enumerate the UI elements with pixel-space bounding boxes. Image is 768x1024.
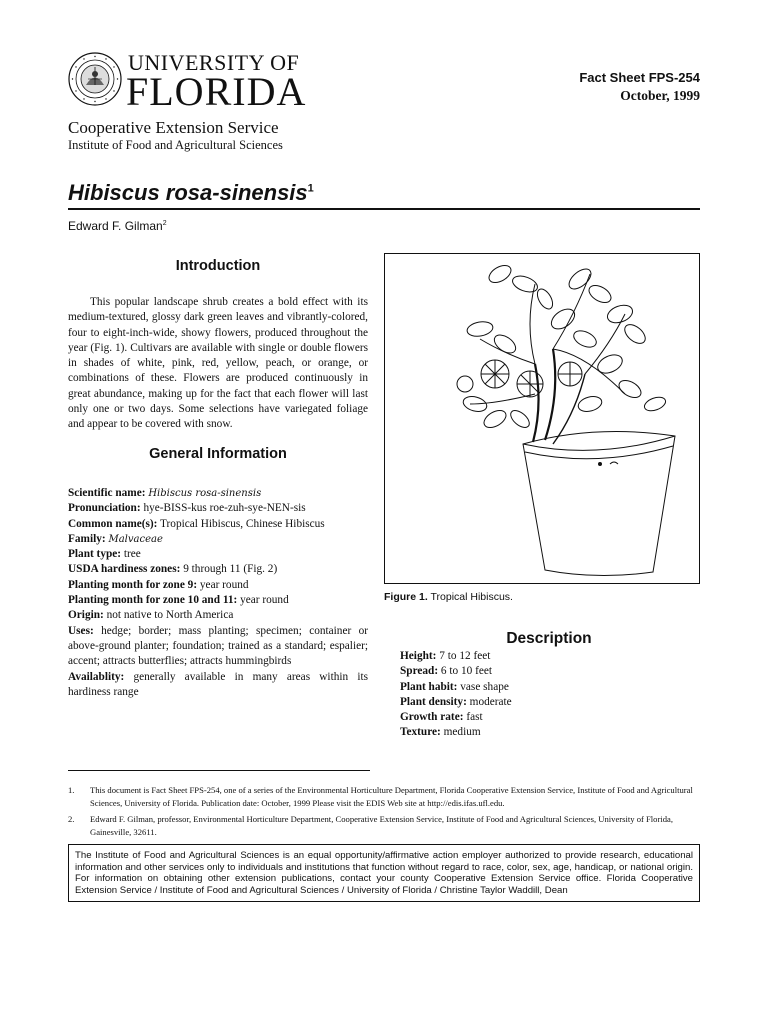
fact-sheet-number: Fact Sheet FPS-254: [579, 70, 700, 85]
fact-sheet-date: October, 1999: [620, 88, 700, 103]
info-item-hardiness-zones: [68, 562, 368, 577]
desc-item-growth-rate: [400, 710, 700, 725]
info-item-planting-zone9: [68, 578, 368, 593]
desc-value: 6 to 10 feet: [440, 665, 493, 678]
info-label: Common name(s):: [68, 517, 158, 530]
figure-frame: [384, 253, 700, 584]
info-value: Malvaceae: [108, 533, 163, 545]
info-label: Uses:: [68, 624, 94, 637]
info-value: tree: [123, 548, 141, 561]
info-label: Origin:: [68, 609, 104, 622]
footnote-divider: [68, 770, 370, 771]
introduction-heading: Introduction: [175, 258, 261, 274]
desc-value: moderate: [469, 695, 512, 708]
desc-item-texture: [400, 725, 700, 740]
info-item-origin: [68, 608, 368, 623]
info-value: year round: [199, 578, 249, 591]
institute-name: Institute of Food and Agricultural Sciences: [68, 138, 283, 152]
info-label: Availablity:: [68, 670, 125, 683]
title-text: Hibiscus rosa-sinensis: [68, 180, 308, 205]
description-heading: Description: [506, 630, 592, 647]
info-item-plant-type: [68, 547, 368, 562]
info-item-planting-zone10-11: [68, 593, 368, 608]
info-item-family: [68, 532, 368, 547]
equal-opportunity-disclaimer: The Institute of Food and Agricultural Sciences is an equal opportunity/affirmative action employer authorized to provide research, educational information and other services only to individuals and institutions that function without regard to race, color, sex, age, handicap, or national origin. For information on obtaining other extension publications, contact your county Cooperative Extension Service office. Florida Cooperative Extension Service / Institute of Food and Agricultural Sciences / University of Florida / Christine Taylor Waddill, Dean: [68, 844, 700, 902]
info-item-uses: [68, 624, 368, 670]
hibiscus-illustration: [385, 254, 699, 583]
info-value: not native to North America: [106, 609, 234, 622]
info-value: Tropical Hibiscus, Chinese Hibiscus: [160, 517, 325, 530]
info-label: Plant type:: [68, 548, 122, 561]
info-item-common-names: [68, 517, 368, 532]
info-label: USDA hardiness zones:: [68, 563, 181, 576]
desc-value: medium: [443, 726, 481, 739]
university-name-line1: UNIVERSITY OF: [128, 50, 300, 75]
author-line: [68, 219, 167, 233]
footnote-text: Edward F. Gilman, professor, Environmental Horticulture Department, Cooperative Extension Service, Institute of Food and Agricultural Sciences, University of Florida, Gainesville, 32611.: [90, 814, 673, 837]
description-list: [400, 649, 700, 741]
introduction-paragraph: This popular landscape shrub creates a bold effect with its medium-textured, glossy dark green leaves and vibrantly-colored, four to eight-inch-wide, showy flowers, produced throughout the year (Fig. 1). Cultivars are available with single or double flowers in shades of white, pink, red, yellow, peach, or orange, or combinations of these. Flowers are produced continuously in great abundance, making up for the fact that each flower will last only one or two days. Some selections have variegated foliage and appear to be covered with snow.: [68, 296, 368, 431]
desc-item-height: [400, 649, 700, 664]
title-divider: [68, 208, 700, 210]
footnote-number: 2.: [68, 814, 75, 824]
info-value: hedge; border; mass planting; specimen; container or above-ground planter; foundation; trained as a standard; espalier; accent; attracts butterflies; attracts hummingbirds: [68, 624, 368, 668]
desc-item-spread: [400, 664, 700, 679]
desc-value: fast: [466, 711, 483, 724]
desc-item-plant-habit: [400, 680, 700, 695]
info-label: Pronunciation:: [68, 502, 141, 515]
title-footnote-mark: 1: [307, 182, 314, 195]
desc-value: vase shape: [460, 680, 509, 693]
footnote-text: This document is Fact Sheet FPS-254, one of a series of the Environmental Horticulture Department, Florida Cooperative Extension Service, Institute of Food and Agricultural Sciences, University of Florida. Publication date: October, 1999 Please visit the EDIS Web site at http://edis.ifas.ufl.edu.: [90, 785, 693, 808]
desc-label: Height:: [400, 650, 437, 662]
figure-caption: [384, 591, 513, 603]
desc-value: 7 to 12 feet: [439, 650, 491, 662]
info-label: Planting month for zone 9:: [68, 578, 198, 591]
document-title: [68, 180, 314, 206]
info-item-availability: [68, 670, 368, 701]
footnote-number: 1.: [68, 785, 75, 795]
info-value: 9 through 11 (Fig. 2): [183, 563, 278, 576]
figure-caption-text: Tropical Hibiscus.: [430, 591, 513, 603]
figure-label: Figure 1.: [384, 591, 428, 603]
desc-label: Plant habit:: [400, 680, 458, 693]
desc-item-plant-density: [400, 695, 700, 710]
author-name: Edward F. Gilman: [68, 219, 163, 233]
info-label: Family:: [68, 532, 106, 545]
desc-label: Growth rate:: [400, 711, 464, 724]
info-value: year round: [240, 594, 289, 607]
footnote-2: [68, 813, 700, 838]
footnote-1: [68, 784, 700, 809]
info-value: hye-BISS-kus roe-zuh-sye-NEN-sis: [143, 502, 306, 515]
general-information-heading: General Information: [149, 446, 287, 462]
info-item-pronunciation: [68, 501, 368, 516]
info-value: Hibiscus rosa-sinensis: [148, 488, 262, 499]
extension-service-name: Cooperative Extension Service: [68, 118, 279, 137]
desc-label: Spread:: [400, 665, 439, 678]
university-seal-logo: [68, 52, 122, 106]
info-label: Scientific name:: [68, 487, 146, 499]
info-label: Planting month for zone 10 and 11:: [68, 594, 238, 607]
author-footnote-mark: 2: [162, 220, 167, 227]
general-information-list: [68, 486, 368, 700]
university-name-line2: FLORIDA: [126, 69, 307, 114]
desc-label: Texture:: [400, 726, 441, 739]
info-item-scientific-name: [68, 486, 368, 501]
desc-label: Plant density:: [400, 695, 467, 708]
info-value: generally available in many areas within its hardiness range: [68, 670, 368, 698]
